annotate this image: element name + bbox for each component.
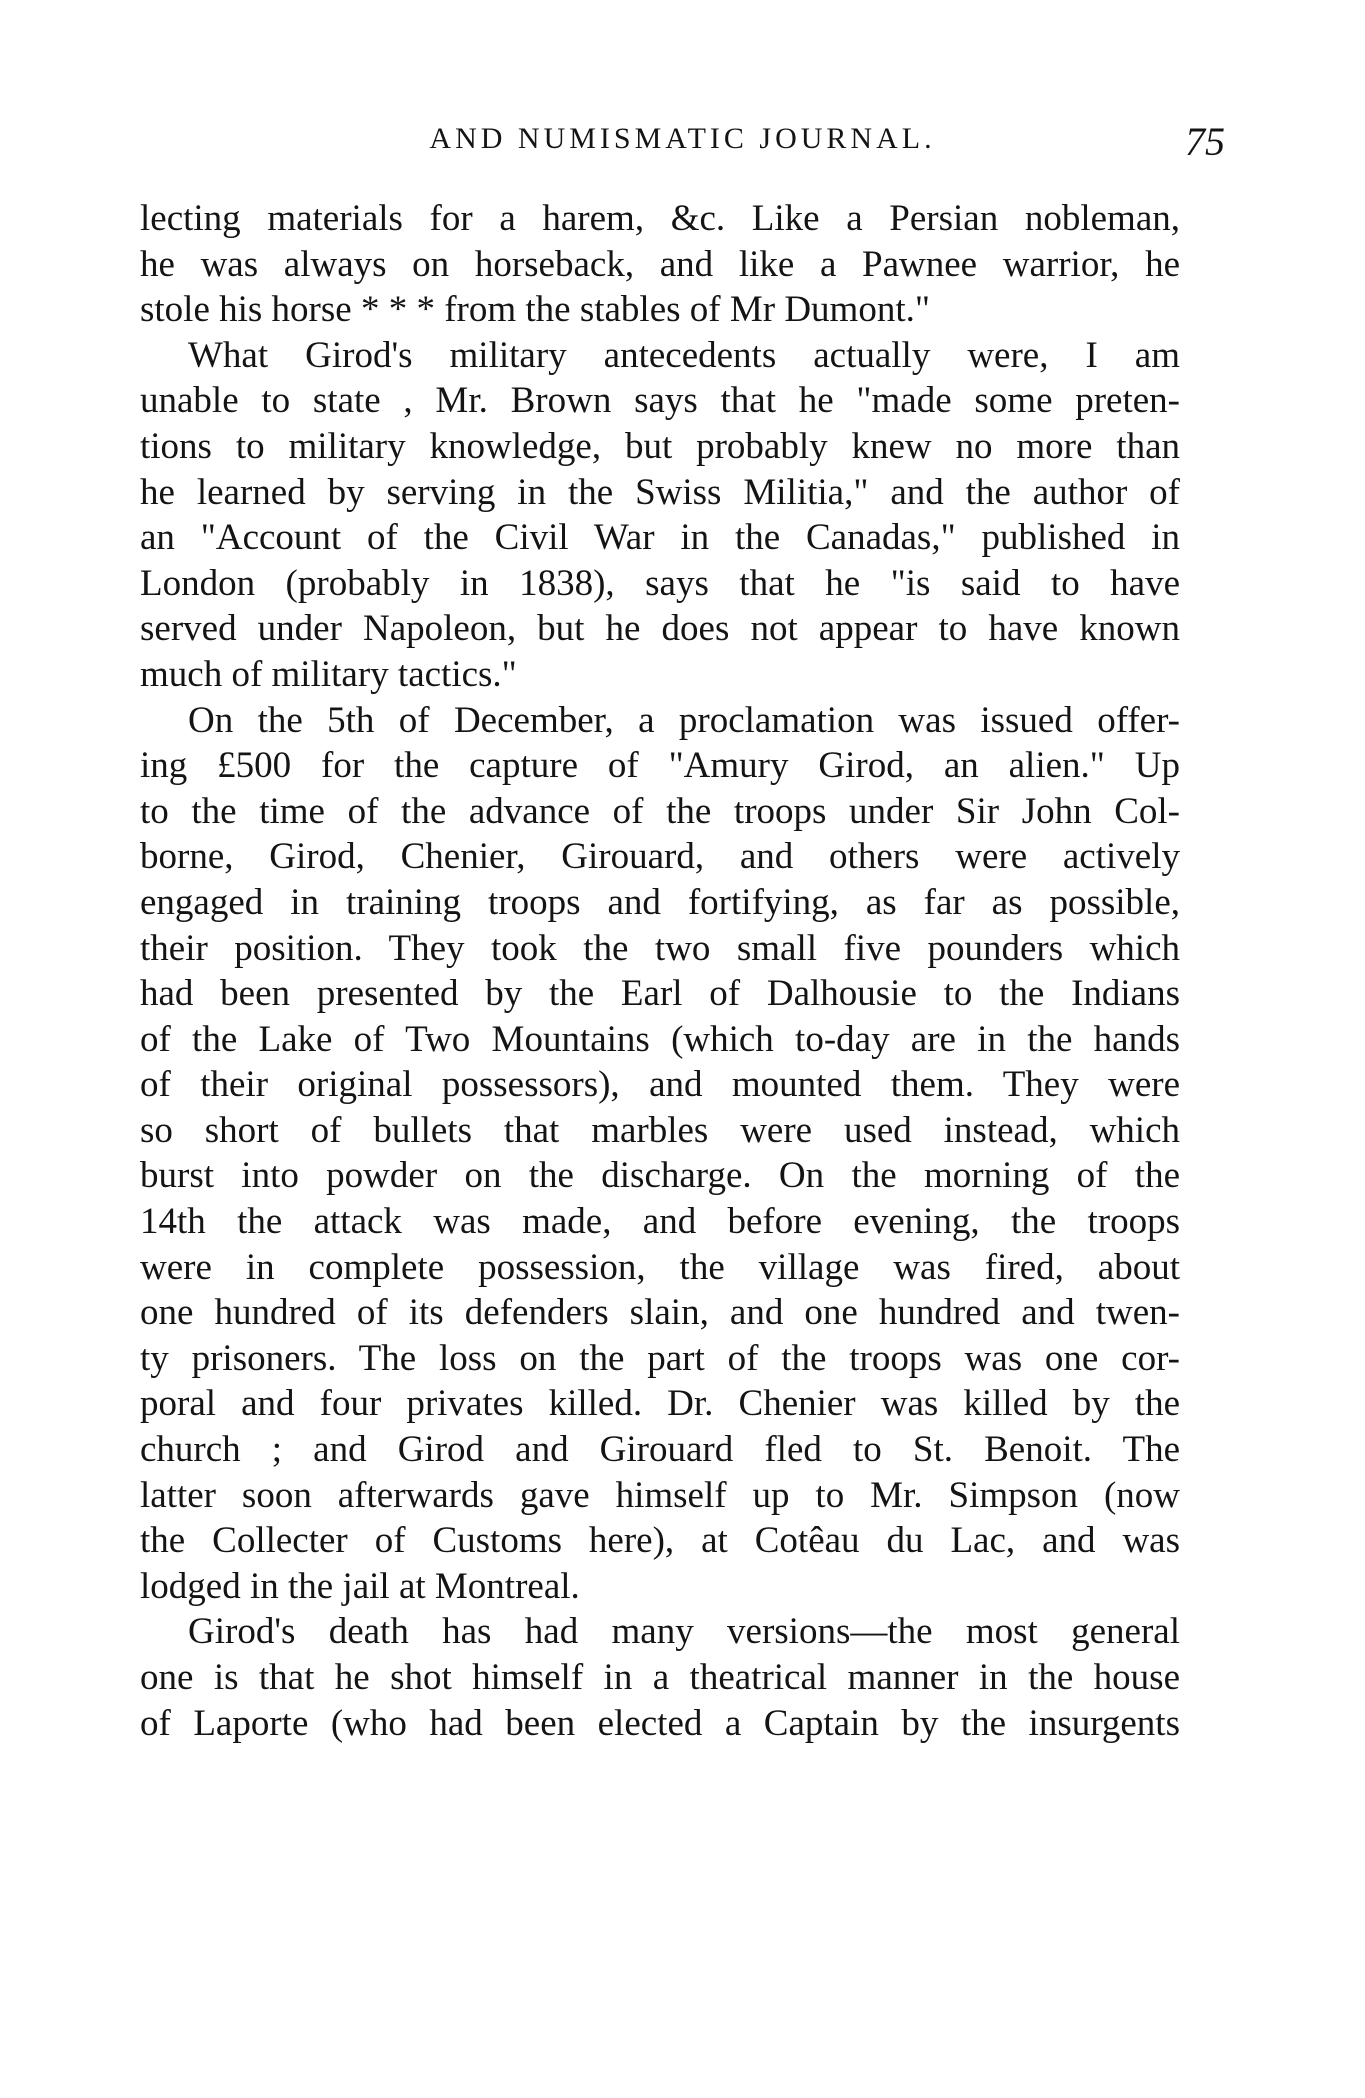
text-line: of their original possessors), and mounted them. They were (140, 1064, 1180, 1106)
text-line: so short of bullets that marbles were used instead, which (140, 1109, 1180, 1151)
text-line: their position. They took the two small five pounders which (140, 927, 1180, 969)
paragraph-start-line: What Girod's military antecedents actually were, I am (188, 334, 1180, 376)
text-line: 14th the attack was made, and before evening, the troops (140, 1201, 1180, 1243)
running-head-title: AND NUMISMATIC JOURNAL. (429, 122, 936, 155)
text-line: much of military tactics." (140, 653, 517, 695)
text-line: he learned by serving in the Swiss Militia," and the author of (140, 471, 1180, 513)
body-text (140, 196, 1180, 1746)
page-number: 75 (1185, 119, 1225, 164)
text-line: church ; and Girod and Girouard fled to St. Benoit. The (140, 1429, 1180, 1471)
text-line: he was always on horseback, and like a Pawnee warrior, he (140, 243, 1180, 285)
text-line: served under Napoleon, but he does not appear to have known (140, 608, 1180, 650)
text-line: stole his horse * * * from the stables of Mr Dumont." (140, 289, 930, 331)
text-line: ing £500 for the capture of "Amury Girod, an alien." Up (140, 745, 1180, 787)
paragraph-start-line: On the 5th of December, a proclamation was issued offer- (188, 699, 1180, 741)
text-line: of Laporte (who had been elected a Captain by the insurgents (140, 1702, 1180, 1744)
paragraph-start-line: Girod's death has had many versions—the most general (188, 1611, 1180, 1653)
text-line: lecting materials for a harem, &c. Like a Persian nobleman, (140, 198, 1180, 239)
text-line: unable to state , Mr. Brown says that he "made some preten- (140, 380, 1180, 422)
text-line: one hundred of its defenders slain, and one hundred and twen- (140, 1292, 1180, 1334)
text-line: the Collecter of Customs here), at Cotêau du Lac, and was (140, 1520, 1180, 1562)
text-line: to the time of the advance of the troops under Sir John Col- (140, 790, 1180, 832)
text-line: had been presented by the Earl of Dalhousie to the Indians (140, 973, 1180, 1015)
text-line: lodged in the jail at Montreal. (140, 1565, 580, 1607)
text-line: poral and four privates killed. Dr. Chenier was killed by the (140, 1383, 1180, 1425)
text-line: ty prisoners. The loss on the part of the troops was one cor- (140, 1337, 1180, 1379)
text-line: were in complete possession, the village was fired, about (140, 1246, 1180, 1288)
text-line: tions to military knowledge, but probably knew no more than (140, 425, 1180, 467)
text-line: engaged in training troops and fortifying, as far as possible, (140, 881, 1180, 923)
text-line: of the Lake of Two Mountains (which to-day are in the hands (140, 1018, 1180, 1060)
text-line: burst into powder on the discharge. On the morning of the (140, 1155, 1180, 1197)
text-line: borne, Girod, Chenier, Girouard, and others were actively (140, 836, 1180, 878)
running-header (140, 118, 1225, 168)
text-line: latter soon afterwards gave himself up to Mr. Simpson (now (140, 1474, 1180, 1516)
text-line: London (probably in 1838), says that he "is said to have (140, 562, 1180, 604)
text-line: an "Account of the Civil War in the Canadas," published in (140, 517, 1180, 559)
text-line: one is that he shot himself in a theatrical manner in the house (140, 1657, 1180, 1698)
